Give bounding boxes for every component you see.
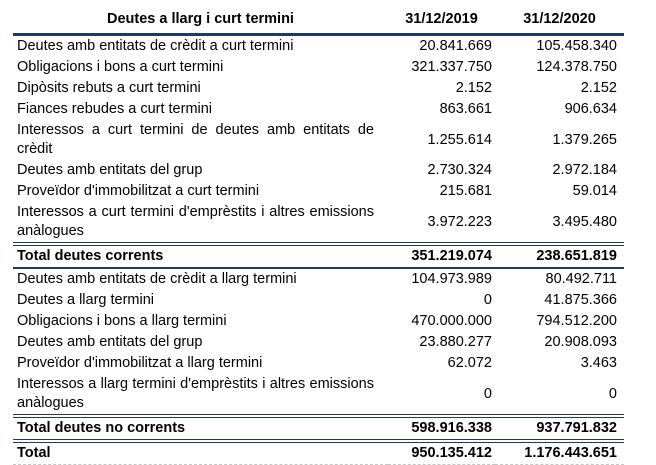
table-row [13,374,624,416]
row-value-2019: 62.072 [447,355,492,371]
row-value-2019: 0 [483,385,492,402]
row-value-2019: 863.661 [439,101,492,117]
row-label: Deutes amb entitats de crèdit a llarg termini [17,271,297,287]
row-label: Fiances rebudes a curt termini [17,101,213,117]
row-value-2020: 3.495.480 [552,213,617,230]
row-value-2019: 3.972.223 [427,213,492,230]
row-label: Proveïdor d'immobilitzat a llarg termini [17,355,263,371]
row-value-2019: 2.152 [455,80,492,96]
row-value-2020: 1.176.443.651 [524,445,617,461]
row-value-2020: 2.972.184 [552,162,617,178]
table-row [13,202,624,244]
row-value-2020: 20.908.093 [544,334,617,350]
row-value-2019: 0 [483,292,492,308]
table-row [13,120,624,160]
row-label: Total deutes corrents [17,248,164,264]
row-value-2020: 937.791.832 [536,420,617,436]
row-value-2020: 3.463 [580,355,617,371]
table-row [13,311,624,332]
table-row [13,160,624,181]
row-value-2019: 1.255.614 [427,131,492,148]
row-value-2020: 2.152 [580,80,617,96]
row-value-2019: 351.219.074 [411,248,492,264]
row-label: Dipòsits rebuts a curt termini [17,80,201,96]
row-label: Total deutes no corrents [17,420,186,436]
row-value-2019: 20.841.669 [419,38,492,54]
column-header-2020: 31/12/2020 [495,7,624,35]
table-body [13,35,624,465]
total-row [13,244,624,268]
column-header-2019: 31/12/2019 [388,7,495,35]
row-value-2020: 80.492.711 [545,271,617,287]
table-row [13,78,624,99]
row-value-2020: 238.651.819 [536,248,617,264]
row-value-2020: 794.512.200 [536,313,617,329]
row-label: Proveïdor d'immobilitzat a curt termini [17,183,260,199]
table-header-row [13,7,624,35]
total-row [13,416,624,441]
table-row [13,332,624,353]
table-row [13,353,624,374]
row-value-2019: 598.916.338 [411,420,492,436]
row-value-2020: 124.378.750 [536,59,617,75]
table-row [13,290,624,311]
row-value-2019: 321.337.750 [411,59,492,75]
row-value-2020: 0 [608,385,617,402]
table-row [13,181,624,202]
table-header [13,7,624,35]
total-row [13,441,624,465]
row-label: Interessos a curt termini d'emprèstits i altres emissions anàlogues [17,204,374,239]
debt-table [13,7,624,465]
row-label: Deutes a llarg termini [17,292,154,308]
row-label: Interessos a llarg termini d'emprèstits i altres emissions anàlogues [17,376,374,411]
row-value-2019: 215.681 [439,183,492,199]
row-label: Obligacions i bons a llarg termini [17,313,227,329]
row-value-2020: 1.379.265 [552,131,617,148]
row-label: Deutes amb entitats del grup [17,334,203,350]
row-value-2020: 906.634 [564,101,617,117]
table-row [13,57,624,78]
row-label: Interessos a curt termini de deutes amb entitats de crèdit [17,122,374,157]
row-label: Obligacions i bons a curt termini [17,59,224,75]
row-value-2019: 23.880.277 [419,334,492,350]
row-label: Total [17,445,51,461]
row-value-2019: 470.000.000 [411,313,492,329]
row-value-2020: 105.458.340 [536,38,617,54]
row-value-2019: 104.973.989 [411,271,492,287]
table-row [13,35,624,58]
row-value-2019: 2.730.324 [427,162,492,178]
row-value-2020: 59.014 [572,183,617,199]
row-label: Deutes amb entitats de crèdit a curt termini [17,38,294,54]
row-value-2019: 950.135.412 [411,445,492,461]
row-value-2020: 41.875.366 [544,292,617,308]
table-row [13,99,624,120]
row-label: Deutes amb entitats del grup [17,162,203,178]
table-title: Deutes a llarg i curt termini [13,7,388,35]
table-row [13,268,624,290]
